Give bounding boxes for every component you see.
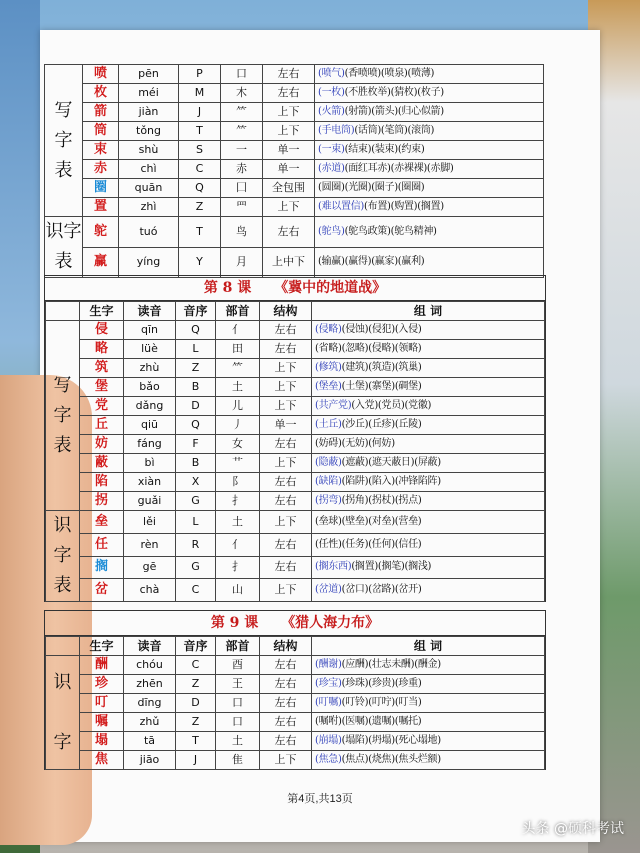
word-combinations: [312, 454, 545, 473]
structure-cell: 左右: [263, 84, 315, 103]
structure-cell: 左右: [260, 732, 312, 751]
initial-cell: Q: [179, 179, 221, 198]
word-combinations: [312, 340, 545, 359]
pinyin-cell: bǎo: [124, 378, 176, 397]
table-row: [46, 579, 545, 602]
column-header: 部首: [216, 302, 260, 321]
character-cell: 酬: [80, 656, 124, 675]
radical-cell: 酉: [216, 656, 260, 675]
highlight-word: (崩塌): [315, 735, 342, 746]
word-combinations: [315, 247, 544, 278]
highlight-word: (珍宝): [315, 678, 342, 689]
word-combinations: [312, 732, 545, 751]
pinyin-cell: tǒng: [119, 122, 179, 141]
character-cell: 塌: [80, 732, 124, 751]
initial-cell: G: [176, 556, 216, 579]
structure-cell: 上中下: [263, 247, 315, 278]
table-row: [45, 65, 544, 84]
initial-cell: J: [179, 103, 221, 122]
character-cell: 赤: [83, 160, 119, 179]
character-cell: 赢: [83, 247, 119, 278]
table-row: [46, 732, 545, 751]
column-header: 结构: [260, 302, 312, 321]
category-label: 识字表: [45, 217, 83, 278]
other-words: (侵蚀)(侵犯)(入侵): [341, 324, 422, 335]
initial-cell: Z: [179, 198, 221, 217]
other-words: (垒球)(壁垒)(对垒)(营垒): [315, 515, 422, 527]
structure-cell: 上下: [263, 198, 315, 217]
table-row: [45, 122, 544, 141]
category-label: 识 字 表: [46, 511, 80, 602]
word-combinations: [312, 694, 545, 713]
radical-cell: 囗: [221, 179, 263, 198]
other-words: (建筑)(筑造)(筑巢): [341, 362, 422, 373]
structure-cell: 左右: [263, 65, 315, 84]
radical-cell: 一: [221, 141, 263, 160]
table-row: [46, 473, 545, 492]
column-header: 读音: [124, 637, 176, 656]
character-cell: 丘: [80, 416, 124, 435]
table-row: [46, 675, 545, 694]
table-row: [45, 103, 544, 122]
word-combinations: [315, 103, 544, 122]
word-combinations: [315, 217, 544, 248]
structure-cell: 上下: [260, 397, 312, 416]
structure-cell: 左右: [260, 694, 312, 713]
character-cell: 置: [83, 198, 119, 217]
other-words: (土堡)(寨堡)(碉堡): [341, 381, 422, 392]
highlight-word: (隐蔽): [315, 457, 342, 468]
table-row: [46, 694, 545, 713]
radical-cell: 丿: [216, 416, 260, 435]
highlight-word: (堡垒): [315, 381, 342, 392]
character-cell: 拐: [80, 492, 124, 511]
initial-cell: X: [176, 473, 216, 492]
pinyin-cell: pēn: [119, 65, 179, 84]
other-words: (布置)(购置)(搁置): [364, 201, 444, 212]
table-row: [45, 247, 544, 278]
radical-cell: 月: [221, 247, 263, 278]
character-cell: 垒: [80, 511, 124, 534]
pinyin-cell: tā: [124, 732, 176, 751]
radical-cell: 女: [216, 435, 260, 454]
lesson-number: 第 9 课: [210, 615, 259, 631]
structure-cell: 上下: [260, 511, 312, 534]
previous-lesson-table: [44, 64, 544, 278]
column-header: 结构: [260, 637, 312, 656]
word-combinations: [312, 579, 545, 602]
other-words: (话筒)(笔筒)(滚筒): [354, 125, 435, 136]
word-combinations: [312, 556, 545, 579]
radical-cell: 土: [216, 732, 260, 751]
initial-cell: B: [176, 454, 216, 473]
table-row: [46, 713, 545, 732]
lesson-name: 《猎人海力布》: [281, 615, 380, 631]
pinyin-cell: qīn: [124, 321, 176, 340]
word-combinations: [312, 492, 545, 511]
highlight-word: (共产党): [315, 400, 352, 411]
lesson-number: 第 8 课: [203, 280, 252, 296]
other-words: (结束)(装束)(约束): [344, 144, 425, 155]
pinyin-cell: fáng: [124, 435, 176, 454]
highlight-word: (拐弯): [315, 495, 342, 506]
column-header: 读音: [124, 302, 176, 321]
word-combinations: [312, 751, 545, 770]
other-words: (射箭)(箭头)(归心似箭): [344, 106, 444, 117]
initial-cell: Z: [176, 675, 216, 694]
highlight-word: (酬谢): [315, 659, 342, 670]
highlight-word: (修筑): [315, 362, 342, 373]
table-row: [45, 160, 544, 179]
table-row: [46, 556, 545, 579]
other-words: (输赢)(赢得)(赢家)(赢利): [318, 256, 425, 268]
pinyin-cell: dīng: [124, 694, 176, 713]
lesson-9-section: [44, 610, 546, 770]
structure-cell: 全包围: [263, 179, 315, 198]
character-cell: 陷: [80, 473, 124, 492]
highlight-word: (手电筒): [318, 125, 355, 136]
highlight-word: (鸵鸟): [318, 225, 345, 237]
radical-cell: 口: [216, 713, 260, 732]
table-row: [45, 84, 544, 103]
highlight-word: (侵略): [315, 324, 342, 335]
pinyin-cell: zhǔ: [124, 713, 176, 732]
character-cell: 鸵: [83, 217, 119, 248]
radical-cell: 隹: [216, 751, 260, 770]
pinyin-cell: qiū: [124, 416, 176, 435]
pinyin-cell: gē: [124, 556, 176, 579]
lesson-9-title: [45, 610, 545, 636]
pinyin-cell: yíng: [119, 247, 179, 278]
character-cell: 筒: [83, 122, 119, 141]
radical-cell: 口: [216, 694, 260, 713]
pinyin-cell: rèn: [124, 533, 176, 556]
structure-cell: 左右: [260, 492, 312, 511]
structure-cell: 上下: [260, 751, 312, 770]
initial-cell: Q: [176, 416, 216, 435]
radical-cell: 扌: [216, 556, 260, 579]
other-words: (岔口)(岔路)(岔开): [341, 584, 422, 596]
structure-cell: 左右: [260, 321, 312, 340]
radical-cell: 木: [221, 84, 263, 103]
radical-cell: 土: [216, 378, 260, 397]
other-words: (遮蔽)(遮天蔽日)(屏蔽): [341, 457, 441, 468]
structure-cell: 左右: [260, 533, 312, 556]
pinyin-cell: chà: [124, 579, 176, 602]
pinyin-cell: zhēn: [124, 675, 176, 694]
radical-cell: ⺮: [221, 122, 263, 141]
character-cell: 任: [80, 533, 124, 556]
other-words: (省略)(忽略)(侵略)(领略): [315, 343, 422, 354]
structure-cell: 上下: [263, 122, 315, 141]
structure-cell: 左右: [260, 556, 312, 579]
table-row: [45, 141, 544, 160]
structure-cell: 单一: [260, 416, 312, 435]
word-combinations: [315, 198, 544, 217]
radical-cell: 赤: [221, 160, 263, 179]
header-row: [46, 302, 545, 321]
other-words: (鸵鸟政策)(鸵鸟精神): [344, 225, 437, 237]
other-words: (拐角)(拐杖)(拐点): [341, 495, 422, 506]
initial-cell: D: [176, 397, 216, 416]
other-words: (应酬)(壮志未酬)(酬金): [341, 659, 441, 670]
initial-cell: M: [179, 84, 221, 103]
structure-cell: 上下: [260, 454, 312, 473]
structure-cell: 单一: [263, 160, 315, 179]
initial-cell: T: [179, 122, 221, 141]
table-row: [45, 179, 544, 198]
table-row: [45, 217, 544, 248]
word-combinations: [315, 65, 544, 84]
other-words: (圆圈)(光圈)(圈子)(圈圈): [318, 182, 425, 193]
pinyin-cell: méi: [119, 84, 179, 103]
table-row: [46, 321, 545, 340]
other-words: (不胜枚举)(猜枚)(枚子): [344, 87, 444, 98]
word-combinations: [312, 675, 545, 694]
category-header: [46, 637, 80, 656]
radical-cell: 田: [216, 340, 260, 359]
other-words: (叮铃)(叮咛)(叮当): [341, 697, 422, 708]
highlight-word: (土丘): [315, 419, 342, 430]
highlight-word: (一枚): [318, 87, 345, 98]
other-words: (塌陷)(坍塌)(死心塌地): [341, 735, 441, 746]
category-label: 写 字 表: [45, 65, 83, 217]
character-cell: 圈: [83, 179, 119, 198]
highlight-word: (难以置信): [318, 201, 365, 212]
table-row: [46, 340, 545, 359]
pinyin-cell: quān: [119, 179, 179, 198]
table-row: [45, 198, 544, 217]
radical-cell: 亻: [216, 533, 260, 556]
highlight-word: (火箭): [318, 106, 345, 117]
category-label: 写 字 表: [46, 321, 80, 511]
lesson-8-title: [45, 275, 545, 301]
radical-cell: 鸟: [221, 217, 263, 248]
table-row: [46, 378, 545, 397]
structure-cell: 左右: [260, 713, 312, 732]
highlight-word: (岔道): [315, 584, 342, 596]
column-header: 生字: [80, 637, 124, 656]
character-cell: 搁: [80, 556, 124, 579]
highlight-word: (一束): [318, 144, 345, 155]
table-row: [46, 416, 545, 435]
vocab-table: [45, 301, 545, 602]
structure-cell: 左右: [260, 656, 312, 675]
lesson-name: 《冀中的地道战》: [274, 280, 387, 296]
other-words: (沙丘)(丘疹)(丘陵): [341, 419, 422, 430]
word-combinations: [315, 141, 544, 160]
radical-cell: 山: [216, 579, 260, 602]
character-cell: 嘱: [80, 713, 124, 732]
pinyin-cell: zhù: [124, 359, 176, 378]
structure-cell: 左右: [260, 675, 312, 694]
other-words: (入党)(党员)(党徽): [351, 400, 432, 411]
vocab-table: [44, 64, 544, 278]
initial-cell: J: [176, 751, 216, 770]
character-cell: 妨: [80, 435, 124, 454]
character-cell: 略: [80, 340, 124, 359]
word-combinations: [315, 160, 544, 179]
radical-cell: 王: [216, 675, 260, 694]
initial-cell: C: [176, 579, 216, 602]
pinyin-cell: tuó: [119, 217, 179, 248]
structure-cell: 左右: [263, 217, 315, 248]
highlight-word: (搁东西): [315, 561, 352, 573]
radical-cell: ⺮: [216, 359, 260, 378]
other-words: (面红耳赤)(赤裸裸)(赤脚): [344, 163, 454, 174]
initial-cell: L: [176, 511, 216, 534]
other-words: (妨碍)(无妨)(何妨): [315, 438, 395, 449]
initial-cell: D: [176, 694, 216, 713]
structure-cell: 上下: [263, 103, 315, 122]
pinyin-cell: chóu: [124, 656, 176, 675]
structure-cell: 左右: [260, 340, 312, 359]
word-combinations: [312, 713, 545, 732]
radical-cell: 罒: [221, 198, 263, 217]
initial-cell: F: [176, 435, 216, 454]
other-words: (陷阱)(陷入)(冲锋陷阵): [341, 476, 441, 487]
table-row: [46, 492, 545, 511]
other-words: (任性)(任务)(任何)(信任): [315, 538, 422, 550]
watermark: 头条 @硕科考试: [521, 821, 624, 837]
pinyin-cell: bì: [124, 454, 176, 473]
pinyin-cell: xiàn: [124, 473, 176, 492]
table-row: [46, 435, 545, 454]
character-cell: 筑: [80, 359, 124, 378]
initial-cell: Z: [176, 713, 216, 732]
character-cell: 侵: [80, 321, 124, 340]
radical-cell: 扌: [216, 492, 260, 511]
highlight-word: (赤道): [318, 163, 345, 174]
initial-cell: Z: [176, 359, 216, 378]
column-header: 组 词: [312, 637, 545, 656]
highlight-word: (缺陷): [315, 476, 342, 487]
pinyin-cell: lüè: [124, 340, 176, 359]
word-combinations: [312, 359, 545, 378]
word-combinations: [312, 511, 545, 534]
pinyin-cell: zhì: [119, 198, 179, 217]
word-combinations: [315, 122, 544, 141]
header-row: [46, 637, 545, 656]
table-row: [46, 511, 545, 534]
pinyin-cell: chì: [119, 160, 179, 179]
radical-cell: ⺮: [221, 103, 263, 122]
radical-cell: 口: [221, 65, 263, 84]
radical-cell: 阝: [216, 473, 260, 492]
column-header: 音序: [176, 302, 216, 321]
pinyin-cell: jiàn: [119, 103, 179, 122]
structure-cell: 左右: [260, 473, 312, 492]
character-cell: 蔽: [80, 454, 124, 473]
highlight-word: (焦急): [315, 754, 342, 765]
radical-cell: 亻: [216, 321, 260, 340]
initial-cell: R: [176, 533, 216, 556]
other-words: (香喷喷)(喷泉)(喷薄): [344, 68, 435, 79]
initial-cell: P: [179, 65, 221, 84]
word-combinations: [312, 656, 545, 675]
initial-cell: Y: [179, 247, 221, 278]
radical-cell: 儿: [216, 397, 260, 416]
word-combinations: [312, 378, 545, 397]
initial-cell: S: [179, 141, 221, 160]
character-cell: 枚: [83, 84, 119, 103]
character-cell: 焦: [80, 751, 124, 770]
table-row: [46, 751, 545, 770]
character-cell: 堡: [80, 378, 124, 397]
pinyin-cell: guǎi: [124, 492, 176, 511]
structure-cell: 上下: [260, 359, 312, 378]
word-combinations: [315, 179, 544, 198]
column-header: 组 词: [312, 302, 545, 321]
column-header: 部首: [216, 637, 260, 656]
initial-cell: C: [176, 656, 216, 675]
character-cell: 党: [80, 397, 124, 416]
radical-cell: 艹: [216, 454, 260, 473]
character-cell: 珍: [80, 675, 124, 694]
character-cell: 束: [83, 141, 119, 160]
initial-cell: Q: [176, 321, 216, 340]
structure-cell: 上下: [260, 378, 312, 397]
initial-cell: T: [176, 732, 216, 751]
character-cell: 叮: [80, 694, 124, 713]
category-header: [46, 302, 80, 321]
pinyin-cell: lěi: [124, 511, 176, 534]
word-combinations: [315, 84, 544, 103]
word-combinations: [312, 416, 545, 435]
table-row: [46, 359, 545, 378]
word-combinations: [312, 397, 545, 416]
highlight-word: (叮嘱): [315, 697, 342, 708]
page-number: 第4页,共13页: [287, 793, 353, 805]
word-combinations: [312, 435, 545, 454]
character-cell: 岔: [80, 579, 124, 602]
pinyin-cell: dǎng: [124, 397, 176, 416]
radical-cell: 土: [216, 511, 260, 534]
structure-cell: 上下: [260, 579, 312, 602]
structure-cell: 单一: [263, 141, 315, 160]
initial-cell: C: [179, 160, 221, 179]
structure-cell: 左右: [260, 435, 312, 454]
other-words: (焦点)(烧焦)(焦头烂额): [341, 754, 441, 765]
other-words: (嘱咐)(医嘱)(遗嘱)(嘱托): [315, 716, 422, 727]
highlight-word: (喷气): [318, 68, 345, 79]
other-words: (搁置)(搁笔)(搁浅): [351, 561, 432, 573]
word-combinations: [312, 473, 545, 492]
table-row: [46, 454, 545, 473]
initial-cell: G: [176, 492, 216, 511]
lesson-8-section: [44, 275, 546, 602]
word-combinations: [312, 533, 545, 556]
table-row: [46, 656, 545, 675]
table-row: [46, 533, 545, 556]
column-header: 生字: [80, 302, 124, 321]
character-cell: 箭: [83, 103, 119, 122]
category-label: 识 字: [46, 656, 80, 770]
pinyin-cell: jiāo: [124, 751, 176, 770]
table-row: [46, 397, 545, 416]
other-words: (珍珠)(珍贵)(珍重): [341, 678, 422, 689]
initial-cell: L: [176, 340, 216, 359]
pinyin-cell: shù: [119, 141, 179, 160]
initial-cell: B: [176, 378, 216, 397]
character-cell: 喷: [83, 65, 119, 84]
vocab-table: [45, 636, 545, 770]
word-combinations: [312, 321, 545, 340]
column-header: 音序: [176, 637, 216, 656]
initial-cell: T: [179, 217, 221, 248]
